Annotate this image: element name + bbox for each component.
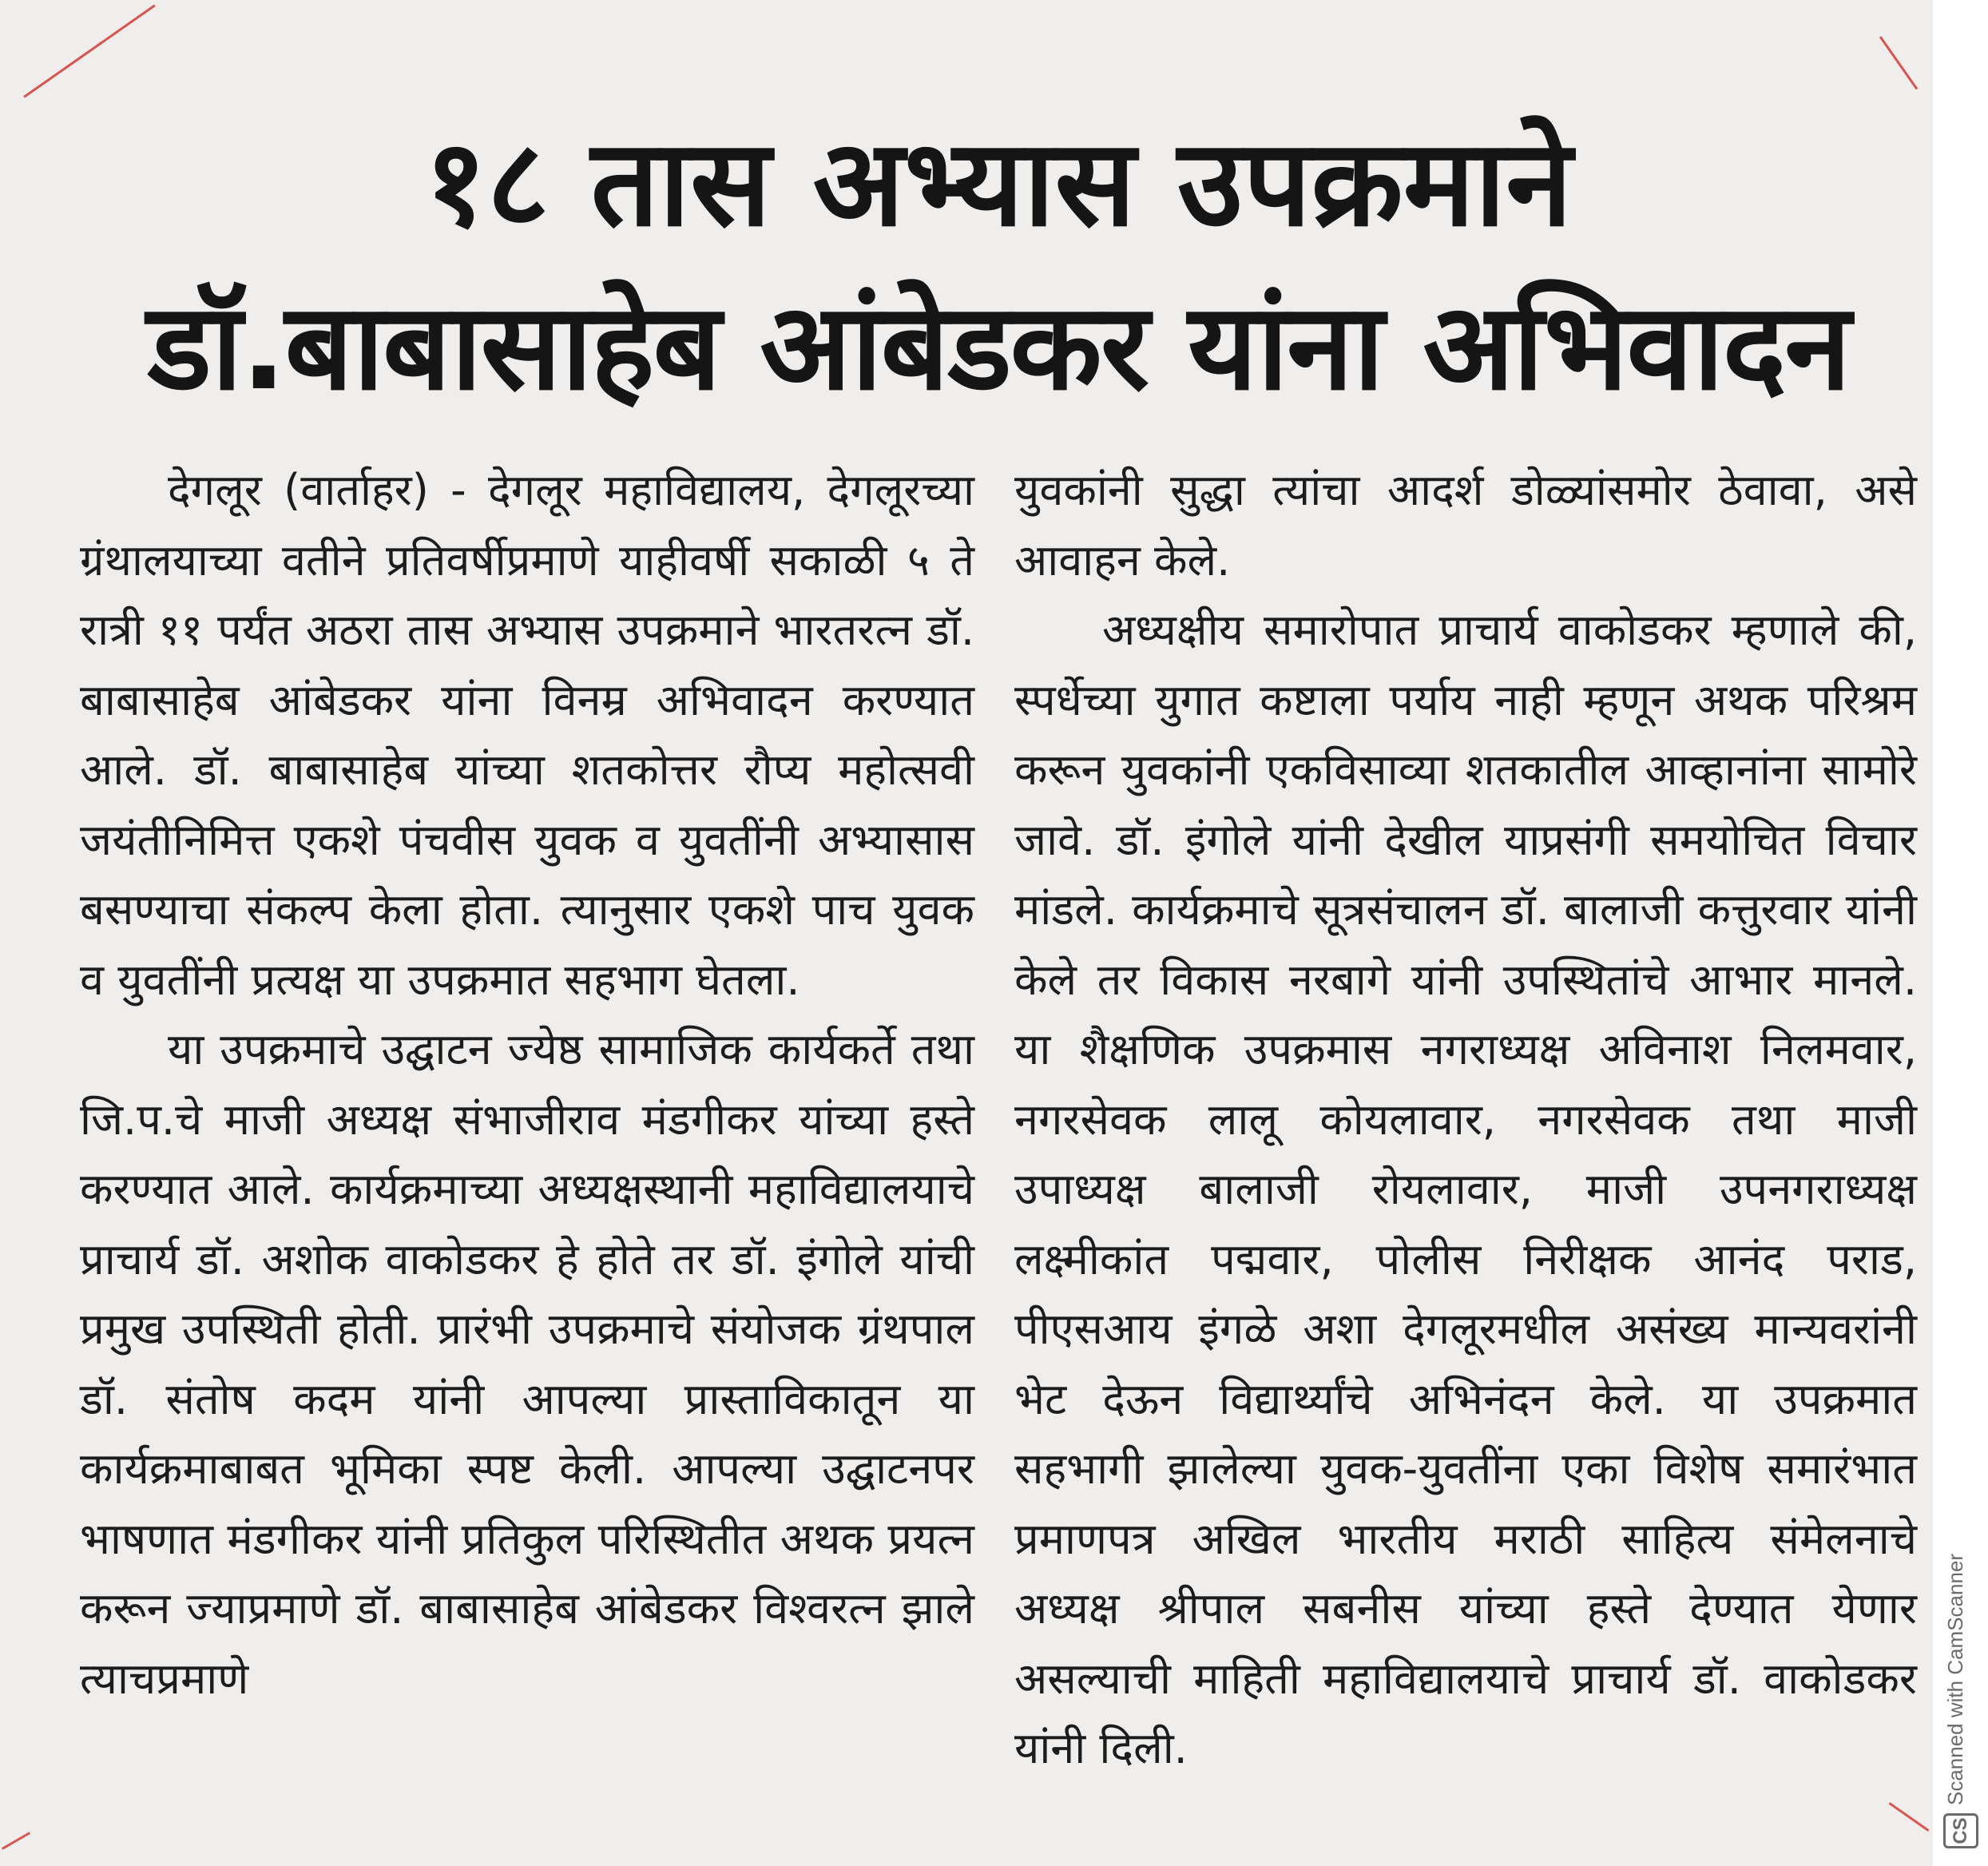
article-column-left	[80, 455, 974, 1713]
cut-mark	[1879, 36, 1918, 89]
article-column-right	[1014, 455, 1917, 1784]
article-paragraph: अध्यक्षीय समारोपात प्राचार्य वाकोडकर म्हणाले की, स्पर्धेच्या युगात कष्टाला पर्याय नाही म्हणून अथक परिश्रम करून युवकांनी एकविसाव्या शतकातील आव्हानांना सामोरे जावे. डॉ. इंगोले यांनी देखील याप्रसंगी समयोचित विचार मांडले. कार्यक्रमाचे सूत्रसंचालन डॉ. बालाजी कत्तुरवार यांनी केले तर विकास नरबागे यांनी उपस्थितांचे आभार मानले. या शैक्षणिक उपक्रमास नगराध्यक्ष अविनाश निलमवार, नगरसेवक लालू कोयलावार, नगरसेवक तथा माजी उपाध्यक्ष बालाजी रोयलावार, माजी उपनगराध्यक्ष लक्ष्मीकांत पद्मवार, पोलीस निरीक्षक आनंद पराड, पीएसआय इंगळे अशा देगलूरमधील असंख्य मान्यवरांनी भेट देऊन विद्यार्थ्यांचे अभिनंदन केले. या उपक्रमात सहभागी झालेल्या युवक-युवतींना एका विशेष समारंभात प्रमाणपत्र अखिल भारतीय मराठी साहित्य संमेलनाचे अध्यक्ष श्रीपाल सबनीस यांच्या हस्ते देण्यात येणार असल्याची माहिती महाविद्यालयाचे प्राचार्य डॉ. वाकोडकर यांनी दिली.	[1014, 605, 1917, 1773]
article-paragraph: युवकांनी सुद्धा त्यांचा आदर्श डोळ्यांसमोर ठेवावा, असे आवाहन केले.	[1014, 465, 1917, 586]
article-paragraph: देगलूर (वार्ताहर) - देगलूर महाविद्यालय, देगलूरच्या ग्रंथालयाच्या वतीने प्रतिवर्षीप्रमाणे याहीवर्षी सकाळी ५ ते रात्री ११ पर्यंत अठरा तास अभ्यास उपक्रमाने भारतरत्न डॉ. बाबासाहेब आंबेडकर यांना विनम्र अभिवादन करण्यात आले. डॉ. बाबासाहेब यांच्या शतकोत्तर रौप्य महोत्सवी जयंतीनिमित्त एकशे पंचवीस युवक व युवतींनी अभ्यासास बसण्याचा संकल्प केला होता. त्यानुसार एकशे पाच युवक व युवतींनी प्रत्यक्ष या उपक्रमात सहभाग घेतला.	[80, 465, 974, 1005]
headline-line-1: १८ तास अभ्यास उपक्रमाने	[424, 114, 1573, 253]
headline-line-2: डॉ.बाबासाहेब आंबेडकर यांना अभिवादन	[147, 278, 1850, 417]
cut-mark	[2, 1832, 30, 1850]
scanner-watermark	[1937, 1518, 1988, 1866]
camscanner-logo-icon: CS	[1943, 1813, 1978, 1848]
cut-mark	[1889, 1802, 1930, 1832]
cut-mark	[23, 5, 156, 98]
scanner-watermark-text: Scanned with CamScanner	[1943, 1553, 1967, 1805]
article-paragraph: या उपक्रमाचे उद्घाटन ज्येष्ठ सामाजिक कार्यकर्ते तथा जि.प.चे माजी अध्यक्ष संभाजीराव मंडगीकर यांच्या हस्ते करण्यात आले. कार्यक्रमाच्या अध्यक्षस्थानी महाविद्यालयाचे प्राचार्य डॉ. अशोक वाकोडकर हे होते तर डॉ. इंगोले यांची प्रमुख उपस्थिती होती. प्रारंभी उपक्रमाचे संयोजक ग्रंथपाल डॉ. संतोष कदम यांनी आपल्या प्रास्ताविकातून या कार्यक्रमाबाबत भूमिका स्पष्ट केली. आपल्या उद्घाटनपर भाषणात मंडगीकर यांनी प्रतिकुल परिस्थितीत अथक प्रयत्न करून ज्याप्रमाणे डॉ. बाबासाहेब आंबेडकर विश्वरत्न झाले त्याचप्रमाणे	[80, 1024, 974, 1704]
